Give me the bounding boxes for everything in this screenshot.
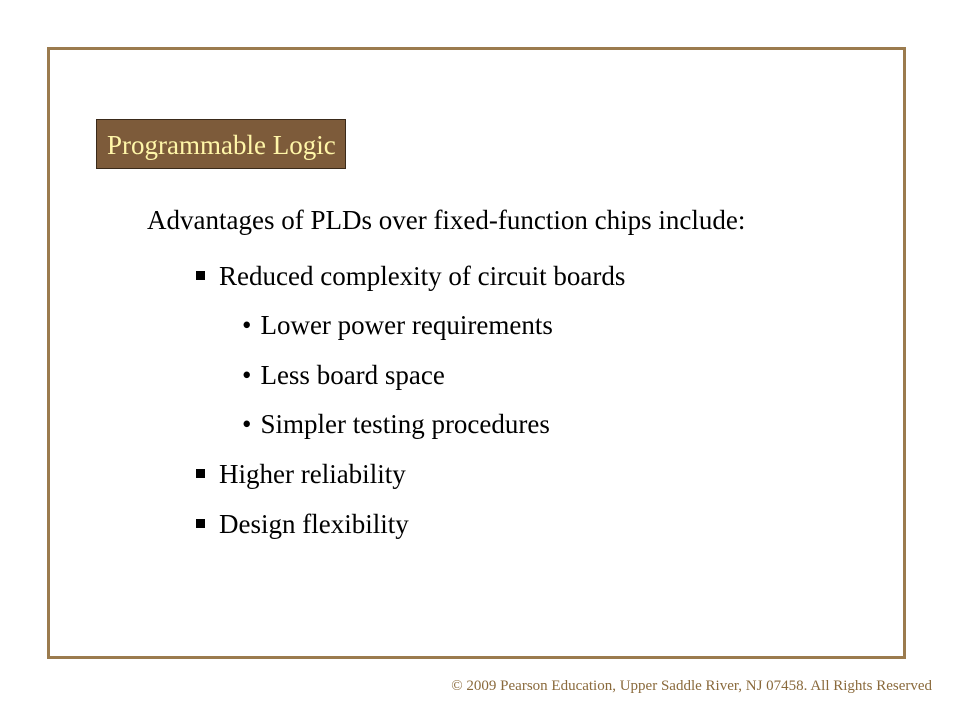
list-item-text: Simpler testing procedures — [260, 409, 550, 439]
list-item — [242, 305, 553, 345]
list-item-text: Higher reliability — [219, 459, 406, 489]
list-item-text: Lower power requirements — [260, 310, 553, 340]
square-bullet-icon — [196, 469, 205, 478]
list-item — [196, 256, 625, 296]
list-item — [196, 504, 409, 544]
list-item — [242, 404, 550, 444]
bullet-icon: • — [242, 310, 252, 340]
bullet-icon: • — [242, 409, 252, 439]
list-item-text: Less board space — [260, 360, 445, 390]
list-item-text: Design flexibility — [219, 509, 409, 539]
bullet-icon: • — [242, 360, 252, 390]
list-item — [196, 454, 406, 494]
list-item — [242, 355, 445, 395]
slide-title: Programmable Logic — [96, 119, 346, 169]
intro-text: Advantages of PLDs over fixed-function chips include: — [147, 205, 746, 235]
square-bullet-icon — [196, 519, 205, 528]
copyright-notice: © 2009 Pearson Education, Upper Saddle River, NJ 07458. All Rights Reserved — [451, 678, 932, 694]
square-bullet-icon — [196, 271, 205, 280]
list-item-text: Reduced complexity of circuit boards — [219, 261, 626, 291]
